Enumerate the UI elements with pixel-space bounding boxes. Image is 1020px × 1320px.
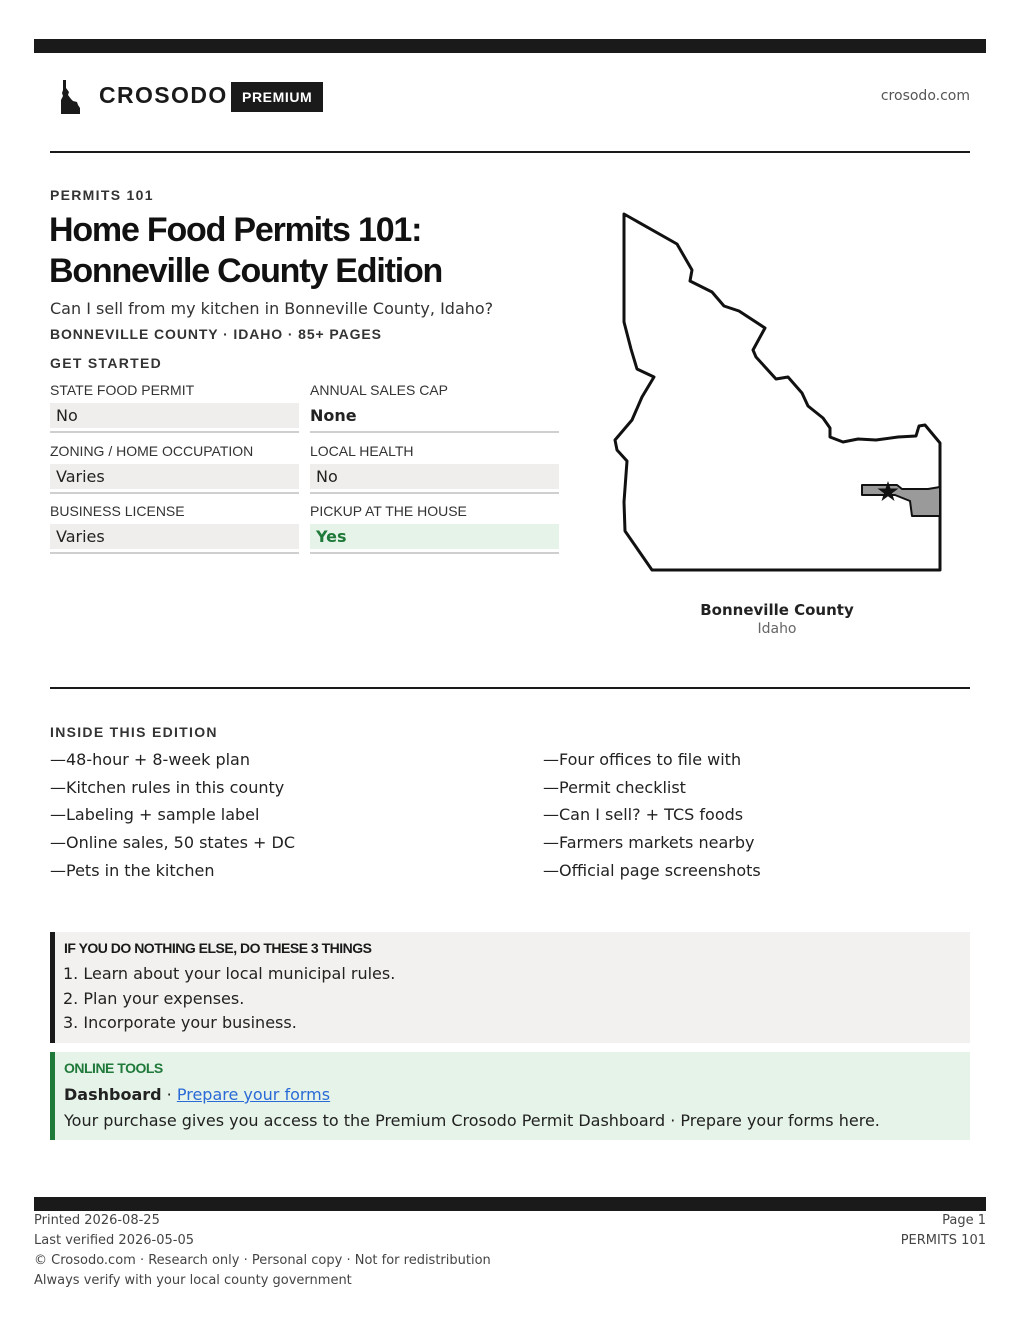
fact-label: LOCAL HEALTH: [310, 443, 414, 459]
page-title: [49, 210, 609, 292]
page-subtitle: Can I sell from my kitchen in Bonneville County, Idaho?: [50, 299, 494, 318]
fact-value: Varies: [50, 464, 299, 489]
top-bar: [34, 39, 986, 53]
fact-divider: [310, 431, 559, 433]
fact-label: PICKUP AT THE HOUSE: [310, 503, 467, 519]
callout-heading: IF YOU DO NOTHING ELSE, DO THESE 3 THINGS: [64, 940, 372, 956]
fact-divider: [50, 552, 299, 554]
footer-section: PERMITS 101: [900, 1233, 986, 1248]
fact-label: ZONING / HOME OCCUPATION: [50, 443, 254, 459]
list-item: —Kitchen rules in this county: [50, 778, 285, 797]
list-item: —Permit checklist: [543, 778, 686, 797]
idaho-state-outline: [615, 214, 940, 570]
fact-business-license: [50, 503, 299, 553]
verify-disclaimer: Always verify with your local county government: [34, 1273, 352, 1288]
fact-annual-sales-cap: [310, 382, 559, 432]
must-do-callout: [50, 932, 970, 1043]
page-number: Page 1: [942, 1213, 986, 1228]
fact-value: No: [50, 403, 299, 428]
map-caption: [677, 601, 877, 637]
brand-name: CROSODO: [99, 82, 228, 108]
list-item: —Can I sell? + TCS foods: [543, 805, 744, 824]
page-header: [50, 76, 970, 116]
online-tools-callout: [50, 1052, 970, 1140]
fact-pickup-at-house: [310, 503, 559, 553]
copyright-notice: © Crosodo.com · Research only · Personal copy · Not for redistribution: [34, 1253, 491, 1268]
step-item: 1. Learn about your local municipal rules.: [63, 964, 396, 983]
get-started-heading: GET STARTED: [50, 355, 163, 371]
list-item: —Pets in the kitchen: [50, 861, 215, 880]
footer-bar: [34, 1197, 986, 1211]
title-line-1: Home Food Permits 101:: [49, 211, 422, 249]
section-kicker: PERMITS 101: [50, 187, 154, 203]
idaho-county-map: [600, 205, 950, 585]
list-item: —48-hour + 8-week plan: [50, 750, 250, 769]
list-item: —Official page screenshots: [543, 861, 761, 880]
fact-divider: [50, 492, 299, 494]
site-url[interactable]: crosodo.com: [880, 88, 970, 104]
step-item: 2. Plan your expenses.: [63, 989, 245, 1008]
printed-date: Printed 2026-08-25: [34, 1213, 160, 1228]
fact-zoning: [50, 443, 299, 493]
edition-meta: BONNEVILLE COUNTY · IDAHO · 85+ PAGES: [50, 326, 382, 342]
fact-divider: [310, 552, 559, 554]
dashboard-label: Dashboard: [64, 1085, 162, 1104]
map-county-label: Bonneville County: [700, 601, 854, 619]
list-item: —Labeling + sample label: [50, 805, 260, 824]
title-line-2: Bonneville County Edition: [49, 252, 443, 290]
prepare-forms-link[interactable]: Prepare your forms: [176, 1085, 331, 1104]
list-item: —Online sales, 50 states + DC: [50, 833, 296, 852]
tools-description: Your purchase gives you access to the Premium Crosodo Permit Dashboard · Prepare your forms here.: [64, 1111, 880, 1130]
section-divider: [50, 687, 970, 689]
fact-divider: [50, 431, 299, 433]
fact-value: No: [310, 464, 559, 489]
separator: ·: [161, 1085, 177, 1104]
fact-label: ANNUAL SALES CAP: [310, 382, 448, 398]
header-divider: [50, 151, 970, 153]
callout-heading: ONLINE TOOLS: [64, 1060, 163, 1076]
fact-value: Varies: [50, 524, 299, 549]
list-item: —Farmers markets nearby: [543, 833, 755, 852]
map-state-label: Idaho: [757, 621, 797, 637]
fact-local-health: [310, 443, 559, 493]
fact-label: BUSINESS LICENSE: [50, 503, 185, 519]
verified-date: Last verified 2026-05-05: [34, 1233, 194, 1248]
inside-edition-heading: INSIDE THIS EDITION: [50, 724, 218, 740]
list-item: —Four offices to file with: [543, 750, 742, 769]
premium-badge: PREMIUM: [231, 82, 323, 112]
fact-state-food-permit: [50, 382, 299, 432]
idaho-logo-icon: [60, 80, 80, 114]
fact-label: STATE FOOD PERMIT: [50, 382, 195, 398]
fact-value: None: [310, 406, 357, 425]
fact-divider: [310, 492, 559, 494]
fact-value: Yes: [310, 524, 559, 549]
step-item: 3. Incorporate your business.: [63, 1013, 297, 1032]
dashboard-line: [64, 1085, 330, 1104]
